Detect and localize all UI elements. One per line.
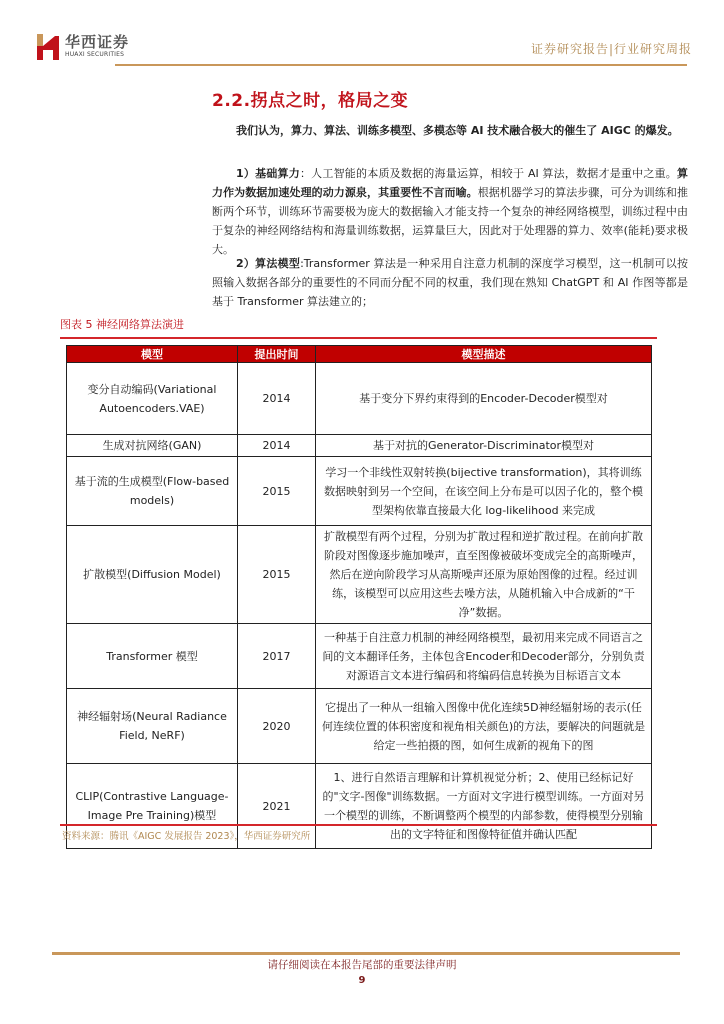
logo-chinese-name: 华西证券 — [65, 33, 130, 51]
year-cell: 2014 — [238, 435, 316, 457]
p1-text-b: 根据机器学习的算法步骤，可分为训练和推断两个环节，训练环节需要极为庞大的数据输入才能支持一个复杂的神经网络模型，训练过程中由于复杂的神经网络结构和海量训练数据，运算量巨大，因此对于处理器的算力、效率(能耗)要求极大。 — [212, 186, 689, 256]
model-cell: 变分自动编码(Variational Autoencoders.VAE) — [67, 363, 238, 435]
figure-bottom-rule — [60, 824, 657, 826]
paragraph-computing-power — [212, 164, 688, 259]
p1-text-a: ：人工智能的本质及数据的海量运算，相较于 AI 算法，数据才是重中之重。 — [299, 167, 678, 180]
table-row — [67, 526, 652, 624]
model-cell: 神经辐射场(Neural Radiance Field, NeRF) — [67, 689, 238, 764]
figure-top-rule — [60, 337, 657, 339]
footer-divider — [52, 952, 680, 955]
company-logo — [37, 32, 157, 62]
model-cell: 生成对抗网络(GAN) — [67, 435, 238, 457]
paragraph-algorithm-model — [212, 254, 688, 311]
description-cell: 基于变分下界约束得到的Encoder-Decoder模型对 — [316, 363, 652, 435]
table-header-row — [67, 346, 652, 363]
report-type-label: 证券研究报告|行业研究周报 — [530, 42, 692, 56]
figure-caption: 图表 5 神经网络算法演进 — [60, 318, 184, 331]
table-row — [67, 435, 652, 457]
huaxi-logo-icon — [37, 32, 59, 60]
table-row — [67, 457, 652, 526]
description-cell: 扩散模型有两个过程，分别为扩散过程和逆扩散过程。在前向扩散阶段对图像逐步施加噪声，直至图像被破坏变成完全的高斯噪声，然后在逆向阶段学习从高斯噪声还原为原始图像的过程。经过训练，该模型可以应用这些去噪方法，从随机输入中合成新的“干净”数据。 — [316, 526, 652, 624]
description-cell: 基于对抗的Generator-Discriminator模型对 — [316, 435, 652, 457]
p1-bold-text: 算力作为数据加速处理的动力源泉，其重要性不言而喻。 — [212, 167, 689, 199]
year-cell: 2020 — [238, 689, 316, 764]
p2-label: 2）算法模型 — [236, 257, 301, 270]
year-cell: 2015 — [238, 457, 316, 526]
p1-label: 1）基础算力 — [236, 167, 300, 180]
column-header-model: 模型 — [67, 346, 238, 363]
description-cell: 学习一个非线性双射转换(bijective transformation)，其将训练数据映射到另一个空间，在该空间上分布是可以因子化的，整个模型架构依靠直接最大化 log-likelihood 来完成 — [316, 457, 652, 526]
year-cell: 2015 — [238, 526, 316, 624]
table-row — [67, 689, 652, 764]
header-divider — [115, 64, 687, 66]
column-header-description: 模型描述 — [316, 346, 652, 363]
intro-paragraph — [212, 121, 688, 140]
p2-text: :Transformer 算法是一种采用自注意力机制的深度学习模型，这一机制可以按照输入数据各部分的重要性的不同而分配不同的权重，我们现在熟知 ChatGPT 和 AI 作图等都是基于 Transformer 算法建立的； — [212, 257, 688, 308]
section-heading: 2.2.拐点之时，格局之变 — [212, 91, 409, 111]
model-cell: CLIP(Contrastive Language-Image Pre Training)模型 — [67, 764, 238, 849]
page-number: 9 — [358, 975, 366, 986]
model-cell: 扩散模型(Diffusion Model) — [67, 526, 238, 624]
algorithm-evolution-table — [66, 345, 652, 849]
intro-text: 我们认为，算力、算法、训练多模型、多模态等 AI 技术融合极大的催生了 AIGC 的爆发。 — [236, 124, 679, 137]
model-cell: 基于流的生成模型(Flow-based models) — [67, 457, 238, 526]
year-cell: 2021 — [238, 764, 316, 849]
column-header-year: 提出时间 — [238, 346, 316, 363]
table-row — [67, 363, 652, 435]
description-cell: 1、进行自然语言理解和计算机视觉分析；2、使用已经标记好的"文字-图像"训练数据。一方面对文字进行模型训练。一方面对另一个模型的训练，不断调整两个模型的内部参数，使得模型分别输出的文字特征和图像特征值并确认匹配 — [316, 764, 652, 849]
logo-english-name: HUAXI SECURITIES — [65, 51, 125, 58]
year-cell: 2014 — [238, 363, 316, 435]
figure-source: 资料来源：腾讯《AIGC 发展报告 2023》，华西证券研究所 — [62, 831, 311, 842]
legal-disclaimer-note: 请仔细阅读在本报告尾部的重要法律声明 — [267, 959, 457, 971]
description-cell: 它提出了一种从一组输入图像中优化连续5D神经辐射场的表示(任何连续位置的体积密度和视角相关颜色)的方法，要解决的问题就是给定一些拍摄的图，如何生成新的视角下的图 — [316, 689, 652, 764]
model-cell: Transformer 模型 — [67, 624, 238, 689]
description-cell: 一种基于自注意力机制的神经网络模型，最初用来完成不同语言之间的文本翻译任务，主体包含Encoder和Decoder部分，分别负责对源语言文本进行编码和将编码信息转换为目标语言文本 — [316, 624, 652, 689]
year-cell: 2017 — [238, 624, 316, 689]
table-row — [67, 624, 652, 689]
